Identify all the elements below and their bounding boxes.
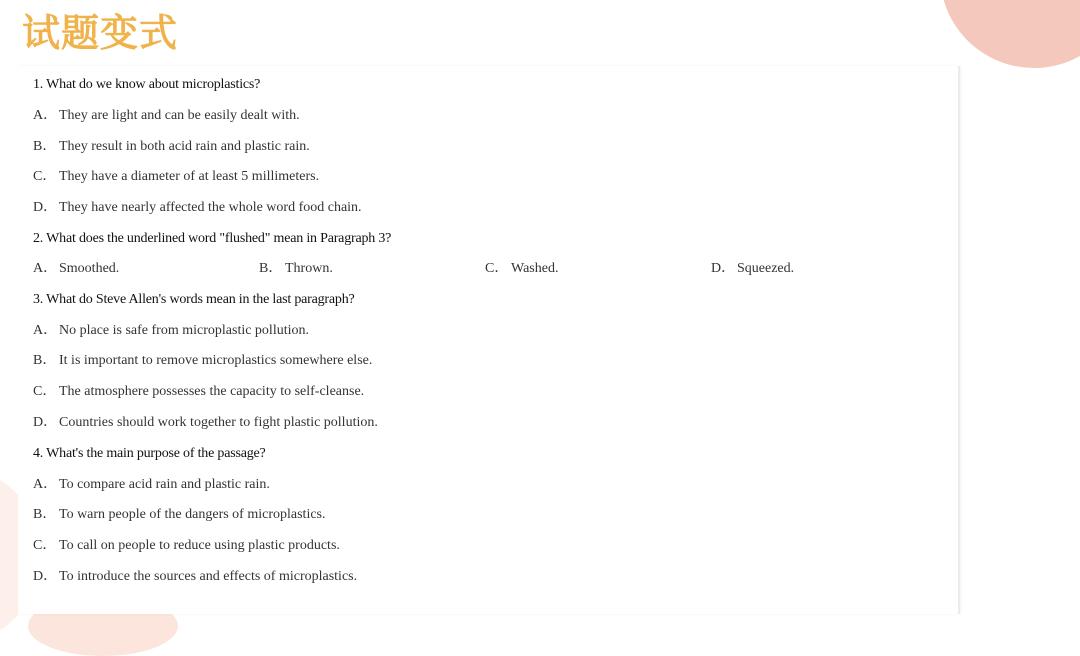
option-letter: B． — [33, 353, 57, 368]
page-title: 试题变式 — [22, 11, 179, 55]
option-text: It is important to remove microplastics somewhere else. — [59, 353, 373, 368]
option-letter: D． — [33, 200, 58, 215]
option-text: They result in both acid rain and plastic rain. — [59, 139, 310, 154]
option-text: They are light and can be easily dealt with. — [59, 108, 300, 123]
option-letter: B． — [33, 139, 57, 154]
question-3-option-b — [33, 350, 372, 372]
option-text: Countries should work together to fight plastic pollution. — [59, 415, 378, 430]
option-letter: A． — [33, 108, 58, 123]
question-1-option-c — [33, 166, 319, 188]
option-letter: A． — [33, 477, 58, 492]
option-text: Squeezed. — [737, 261, 795, 276]
option-text: To call on people to reduce using plastic products. — [59, 538, 340, 553]
question-4-stem: 4. What's the main purpose of the passage? — [33, 446, 266, 461]
question-1-stem: 1. What do we know about microplastics? — [33, 77, 261, 92]
option-letter: D． — [33, 415, 58, 430]
decorative-circle-top-right — [940, 0, 1080, 68]
option-letter: A． — [33, 323, 58, 338]
option-text: They have a diameter of at least 5 millimeters. — [59, 169, 320, 184]
option-text: They have nearly affected the whole word food chain. — [59, 200, 362, 215]
question-3-option-a — [33, 320, 309, 342]
question-2-option-c — [485, 258, 558, 280]
option-text: No place is safe from microplastic pollution. — [59, 323, 309, 338]
question-1-option-a — [33, 105, 300, 127]
question-4-option-b — [33, 504, 326, 526]
option-text: The atmosphere possesses the capacity to self-cleanse. — [59, 384, 365, 399]
worksheet-document — [18, 66, 960, 614]
question-4-option-a — [33, 474, 270, 496]
option-text: Washed. — [511, 261, 559, 276]
option-letter: D． — [33, 569, 58, 584]
question-1-option-b — [33, 136, 310, 158]
question-4-option-c — [33, 535, 340, 557]
option-letter: D． — [711, 261, 736, 276]
question-3-option-c — [33, 381, 364, 403]
option-text: To compare acid rain and plastic rain. — [59, 477, 270, 492]
option-letter: C． — [33, 384, 57, 399]
question-4-option-d — [33, 566, 357, 588]
question-2-option-b — [259, 258, 333, 280]
question-2-option-d — [711, 258, 794, 280]
question-2-stem: 2. What does the underlined word "flushed" mean in Paragraph 3? — [33, 231, 392, 246]
option-letter: C． — [33, 538, 57, 553]
option-text: To warn people of the dangers of microplastics. — [59, 507, 326, 522]
option-text: Thrown. — [285, 261, 333, 276]
question-2-option-a — [33, 258, 119, 280]
question-3-stem: 3. What do Steve Allen's words mean in the last paragraph? — [33, 292, 355, 307]
option-letter: C． — [485, 261, 509, 276]
option-letter: A． — [33, 261, 58, 276]
option-letter: C． — [33, 169, 57, 184]
question-3-option-d — [33, 412, 378, 434]
question-1-option-d — [33, 197, 362, 219]
option-text: To introduce the sources and effects of microplastics. — [59, 569, 358, 584]
option-letter: B． — [259, 261, 283, 276]
option-text: Smoothed. — [59, 261, 120, 276]
option-letter: B． — [33, 507, 57, 522]
